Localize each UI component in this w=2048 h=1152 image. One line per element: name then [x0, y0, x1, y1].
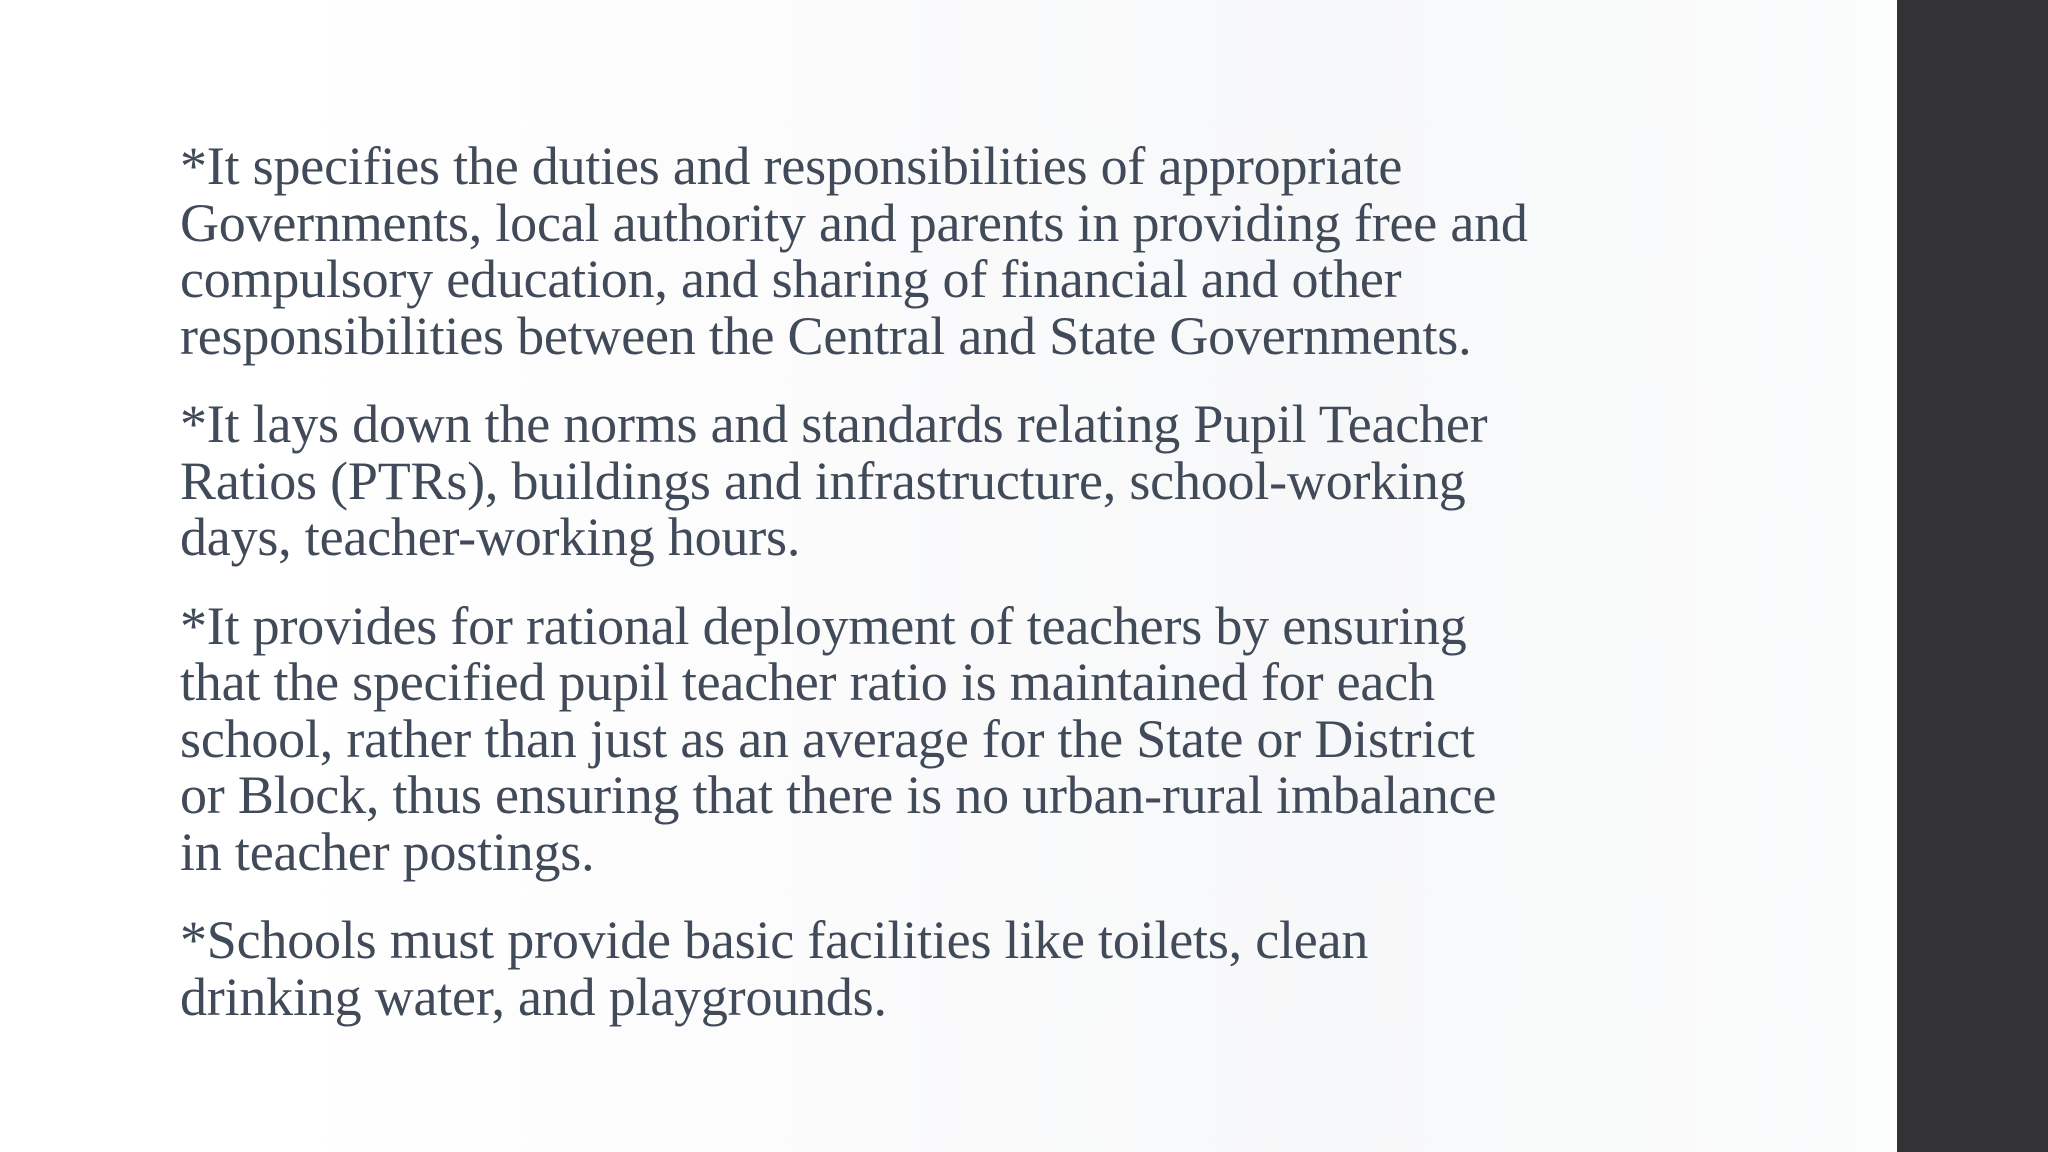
paragraph-norms: *It lays down the norms and standards relating Pupil Teacher Ratios (PTRs), buildings and infrastructure, school-working days, teacher-working hours. — [180, 394, 1488, 567]
paragraph-duties: *It specifies the duties and responsibilities of appropriate Governments, local authority and parents in providing free and compulsory education, and sharing of financial and other responsibilities between the Central and State Governments. — [180, 136, 1528, 366]
side-panel — [1897, 0, 2048, 1152]
paragraph-deployment: *It provides for rational deployment of teachers by ensuring that the specified pupil teacher ratio is maintained for each school, rather than just as an average for the State or District or Block, thus ensuring that there is no urban-rural imbalance in teacher postings. — [180, 595, 1497, 882]
bullet-list — [180, 138, 1640, 1057]
paragraph-facilities: *Schools must provide basic facilities like toilets, clean drinking water, and playgrounds. — [180, 910, 1369, 1027]
